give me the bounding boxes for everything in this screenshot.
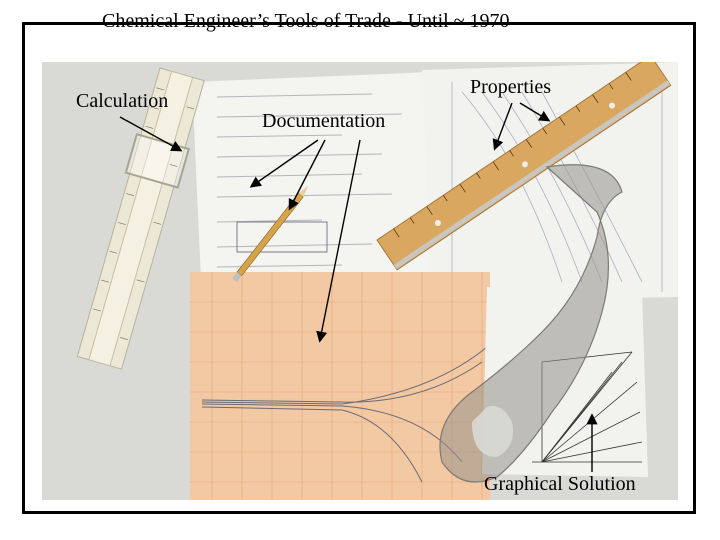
- graphical-solution-label: Graphical Solution: [484, 473, 636, 495]
- documentation-label: Documentation: [262, 110, 386, 132]
- slide-title: Chemical Engineer’s Tools of Trade - Until ~ 1970: [102, 10, 510, 32]
- documentation-arrow-3: [320, 140, 360, 340]
- properties-arrow-2: [520, 103, 548, 120]
- documentation-arrow-2: [290, 140, 325, 208]
- calculation-arrow: [120, 117, 180, 150]
- properties-arrow-1: [495, 103, 512, 148]
- calculation-label: Calculation: [76, 90, 169, 112]
- properties-label: Properties: [470, 76, 552, 98]
- documentation-arrow-1: [252, 140, 318, 186]
